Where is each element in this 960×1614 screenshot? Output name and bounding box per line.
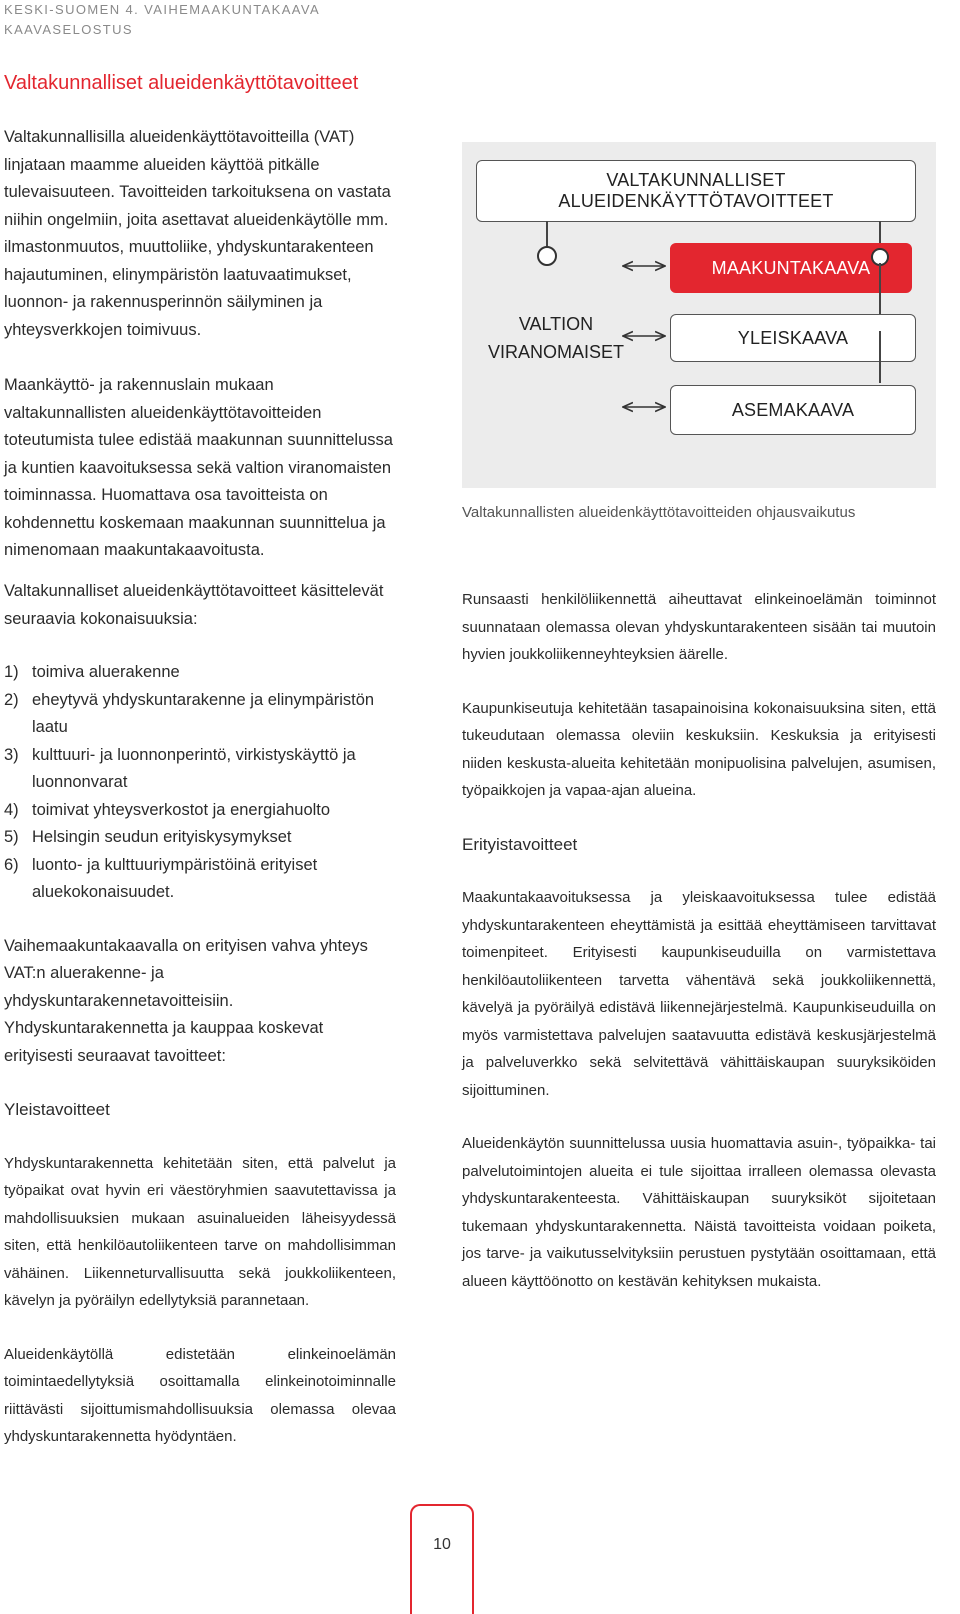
right-column (462, 586, 936, 1295)
general-goals-paragraph-2: Alueidenkäytöllä edistetään elinkeinoelämän toimintaedellytyksiä osoittamalla elinkeinotoiminnalle riittävästi sijoittumismahdollisuuksia olemassa olevaa yhdyskuntarakennetta hyödyntäen. (4, 1345, 396, 1445)
connector-line (879, 263, 881, 319)
special-goals-heading: Erityistavoitteet (462, 834, 578, 854)
running-header (4, 0, 320, 40)
vat-box: VALTAKUNNALLISET ALUEIDENKÄYTTÖTAVOITTEET (476, 160, 916, 222)
list-item: 1) toimiva aluerakenne (4, 663, 180, 681)
list-item: 3) kulttuuri- ja luonnonperintö, virkistyskäyttö ja luonnonvarat (4, 745, 356, 791)
topics-intro: Valtakunnalliset alueidenkäyttötavoitteet käsittelevät seuraavia kokonaisuuksia: (4, 582, 384, 628)
page-number-tab (410, 1504, 474, 1614)
header-document-title: KESKI-SUOMEN 4. VAIHEMAAKUNTAKAAVA (4, 2, 321, 17)
list-item: 2) eheytyvä yhdyskuntarakenne ja elinympäristön laatu (4, 690, 375, 736)
special-goals-paragraph-2: Alueidenkäytön suunnittelussa uusia huomattavia asuin-, työpaikka- tai palvelutoimintojen alueita ei tule sijoittaa irralleen olemassa olevasta yhdyskuntarakenteesta. Vähittäiskaupan suuryksiköt sijoitetaan tukemaan yhdyskuntarakennetta. Näistä tavoitteista voidaan poiketa, jos tarve- ja vaikutusselvityksiin perustuen pystytään osoittamaan, että alueen käyttöönotto on kestävän kehityksen mukaista. (462, 1135, 936, 1290)
asemakaava-box: ASEMAKAAVA (670, 385, 916, 435)
yleiskaava-box: YLEISKAAVA (670, 314, 916, 362)
special-goals-paragraph-1: Maakuntakaavoituksessa ja yleiskaavoituksessa tulee edistää yhdyskuntarakenteen eheyttämistä ja esittää eheyttämiseen tarvittavat toimenpiteet. Erityisesti kaupunkiseuduilla on varmistettava henkilöautoliikenteen tarvetta vähentävä sekä joukkoliikennettä, kävelyä ja pyöräilyä edistävä liikennejärjestelmä. Kaupunkiseuduilla on myös varmistettava palvelujen saatavuutta edistävä keskusjärjestelmä ja palveluverkko sekä selvitettävä vähittäiskaupan suuryksiköiden sijoittuminen. (462, 889, 936, 1099)
goals-list (4, 659, 396, 907)
page-number: 10 (433, 1536, 451, 1553)
urban-regions-paragraph: Kaupunkiseutuja kehitetään tasapainoisina kokonaisuuksina siten, että tukeudutaan olemassa oleviin keskuksiin. Keskuksia ja erityisesti niiden keskusta-alueita kehitetään monipuolisina palvelujen, asumisen, työpaikkojen ja vapaa-ajan alueina. (462, 699, 936, 799)
connector-circle-valtion (537, 246, 557, 266)
diagram-caption: Valtakunnallisten alueidenkäyttötavoitteiden ohjausvaikutus (462, 504, 856, 521)
connector-line (879, 331, 881, 383)
page-title: Valtakunnalliset alueidenkäyttötavoitteet (4, 72, 359, 94)
list-item: 6) luonto- ja kulttuuriympäristöinä erityiset aluekokonaisuudet. (4, 855, 318, 901)
list-item: 4) toimivat yhteysverkostot ja energiahuolto (4, 800, 331, 819)
valtion-viranomaiset-label: VALTION VIRANOMAISET (487, 314, 625, 362)
vat-connection-paragraph: Vaihemaakuntakaavalla on erityisen vahva yhteys VAT:n aluerakenne- ja yhdyskuntarakennetavoitteisiin. Yhdyskuntarakennetta ja kauppaa koskevat erityisesti seuraavat tavoitteet: (4, 936, 368, 1065)
header-section: KAAVASELOSTUS (4, 22, 133, 37)
intro-paragraph: Valtakunnallisilla alueidenkäyttötavoitteilla (VAT) linjataan maamme alueiden käyttöä pitkälle tulevaisuuteen. Tavoitteiden tarkoituksena on vastata niihin ongelmiin, joita asettavat alueidenkäytölle mm. ilmastonmuutos, muuttoliike, yhdyskuntarakenteen hajautuminen, elinympäristön laatuvaatimukset, luonnon- ja rakennusperinnön säilyminen ja yhteysverkkojen toimivuus. (4, 128, 391, 339)
list-item: 5) Helsingin seudun erityiskysymykset (4, 828, 292, 846)
connector-line (546, 221, 548, 247)
general-goals-paragraph-1: Yhdyskuntarakennetta kehitetään siten, että palvelut ja työpaikat ovat hyvin eri väestöryhmien saavutettavissa ja mahdollisuuksien mukaan asuinalueiden läheisyydessä siten, että henkilöautoliikenteen tarve on mahdollisimman vähäinen. Liikenneturvallisuutta sekä joukkoliikenteen, kävelyn ja pyöräilyn edellytyksiä parannetaan. (4, 1154, 396, 1309)
general-goals-heading: Yleistavoitteet (4, 1100, 110, 1119)
law-paragraph: Maankäyttö- ja rakennuslain mukaan valtakunnallisten alueidenkäyttötavoitteiden toteutumista tulee edistää maakunnan suunnittelussa ja kuntien kaavoituksessa sekä valtion viranomaisten toiminnassa. Huomattava osa tavoitteista on kohdennettu koskemaan maakunnan suunnittelua ja nimenomaan maakuntakaavoitusta. (4, 376, 393, 559)
maakuntakaava-box: MAAKUNTAKAAVA (670, 243, 912, 293)
traffic-paragraph: Runsaasti henkilöliikennettä aiheuttavat elinkeinoelämän toiminnot suunnataan olemassa olevan yhdyskuntarakenteen sisään tai muutoin hyvien joukkoliikenneyhteyksien äärelle. (462, 591, 936, 663)
left-column (4, 124, 396, 1451)
guidance-diagram (462, 142, 936, 488)
